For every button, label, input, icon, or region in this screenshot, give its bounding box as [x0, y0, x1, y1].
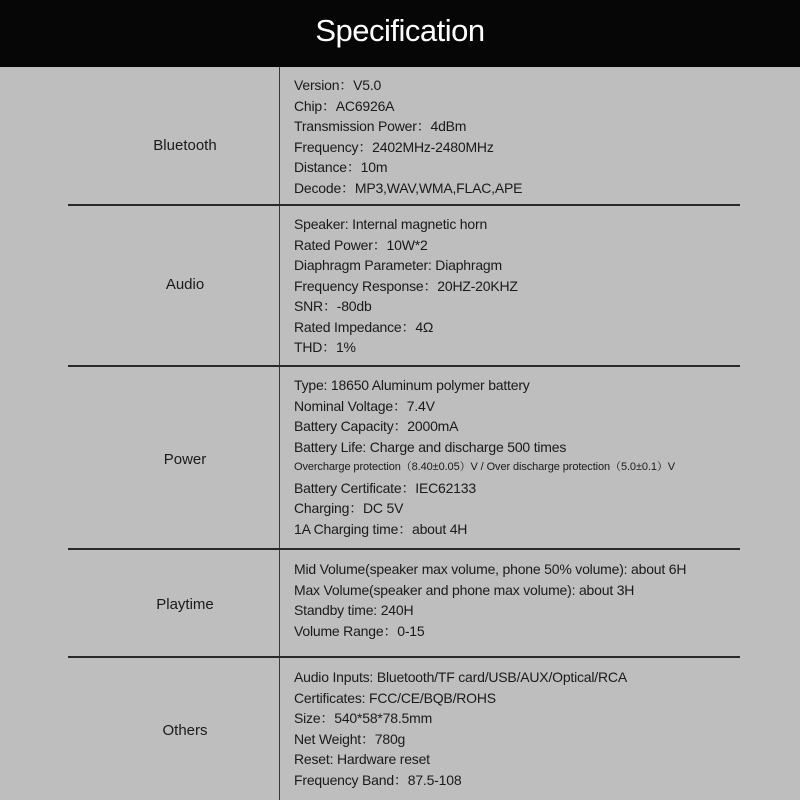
header-bar [0, 0, 800, 67]
section-power [0, 367, 800, 549]
spec-line: Size：540*58*78.5mm [294, 710, 433, 726]
spec-line: Diaphragm Parameter: Diaphragm [294, 257, 502, 273]
spec-line: Frequency Response：20HZ-20KHZ [294, 277, 518, 294]
spec-line: THD：1% [294, 339, 356, 355]
spec-line: Battery Certificate：IEC62133 [294, 479, 476, 496]
spec-line: Battery Life: Charge and discharge 500 times [294, 438, 567, 455]
spec-list [294, 667, 627, 790]
spec-line: Version：V5.0 [294, 77, 382, 93]
spec-line: Decode：MP3,WAV,WMA,FLAC,APE [294, 179, 523, 196]
column-divider [279, 67, 280, 205]
spec-line: Rated Impedance：4Ω [294, 318, 434, 335]
spec-line: Type: 18650 Aluminum polymer battery [294, 377, 530, 393]
spec-list [294, 559, 686, 641]
spec-line: Overcharge protection（8.40±0.05）V / Over discharge protection（5.0±0.1）V [294, 461, 676, 473]
spec-line: Standby time: 240H [294, 602, 414, 618]
spec-line: Distance：10m [294, 159, 388, 175]
spec-line: Mid Volume(speaker max volume, phone 50% volume): about 6H [294, 561, 687, 577]
spec-list [294, 375, 675, 539]
spec-list [294, 75, 522, 198]
spec-list [294, 214, 518, 358]
page-title: Specification [315, 12, 485, 48]
spec-line: Reset: Hardware reset [294, 751, 430, 767]
spec-line: Certificates: FCC/CE/BQB/ROHS [294, 689, 496, 706]
section-others [0, 658, 800, 800]
spec-line: 1A Charging time：about 4H [294, 520, 468, 537]
section-label: Playtime [156, 596, 214, 613]
section-label: Others [162, 722, 208, 739]
spec-line: Nominal Voltage：7.4V [294, 397, 435, 414]
section-label: Bluetooth [153, 137, 217, 154]
section-playtime [0, 550, 800, 657]
spec-line: SNR：-80db [294, 298, 372, 314]
spec-line: Max Volume(speaker and phone max volume): about 3H [294, 581, 635, 598]
spec-line: Volume Range：0-15 [294, 622, 425, 639]
spec-line: Charging：DC 5V [294, 500, 404, 516]
spec-line: Battery Capacity：2000mA [294, 418, 459, 434]
spec-line: Frequency Band：87.5-108 [294, 771, 462, 788]
section-label: Power [163, 451, 207, 468]
spec-line: Audio Inputs: Bluetooth/TF card/USB/AUX/Optical/RCA [294, 669, 627, 685]
section-bluetooth [0, 67, 800, 205]
spec-line: Frequency：2402MHz-2480MHz [294, 138, 494, 155]
section-label: Audio [165, 276, 205, 293]
section-audio [0, 206, 800, 366]
spec-line: Rated Power：10W*2 [294, 236, 428, 253]
spec-line: Speaker: Internal magnetic horn [294, 216, 488, 232]
spec-line: Net Weight：780g [294, 730, 406, 747]
spec-line: Transmission Power：4dBm [294, 118, 467, 134]
spec-line: Chip：AC6926A [294, 97, 395, 114]
